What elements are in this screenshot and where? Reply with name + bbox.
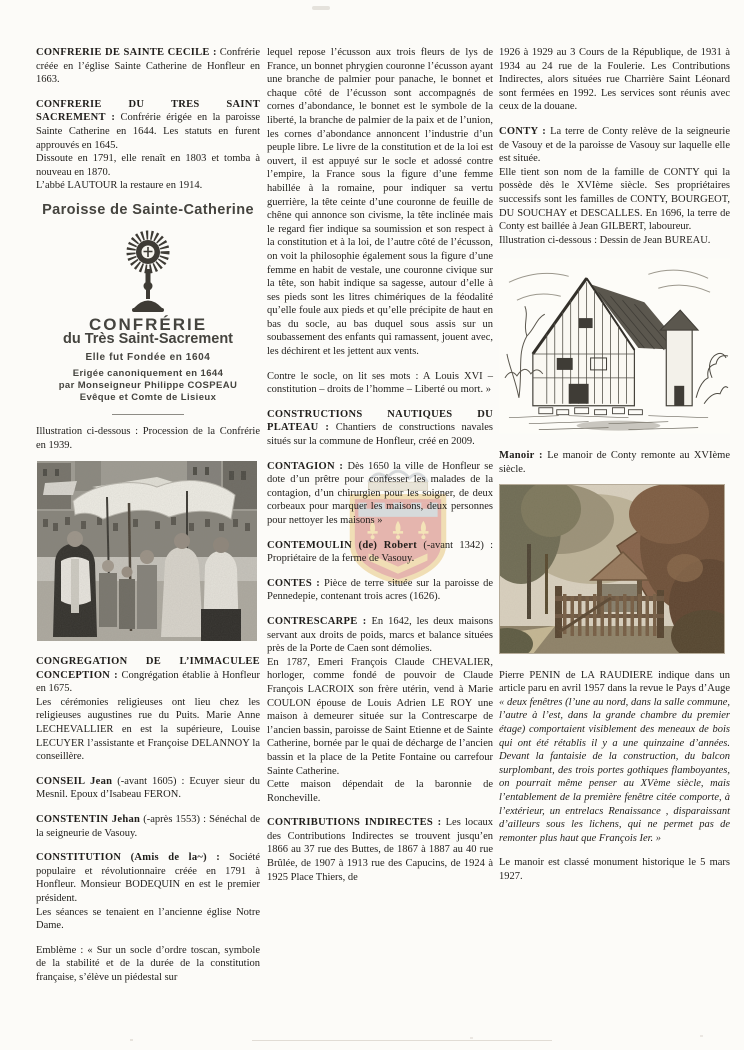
entry xyxy=(267,46,493,359)
quoted-text: « deux fenêtres (l’une au nord, dans la salle commune, l’autre à l’est, dans la grande chambre du premier étage) comportaient visiblement des meneaux de bois qui ont été rétablis il y a une quinzaine d’années. Devant la fantaisie de la construction, du balcon surplombant, des trois portes gothiques flamboyantes, on pourrait même penser au XVème siècle, mais l’entablement de la première fenêtre citée comporte, à l’extérieur, un entrelacs Renaissance , disparaissant d’ailleurs sous les lichens, qui ne permet pas de remonter plus haut que François Ier. » xyxy=(499,696,730,844)
entry-text: (-avant 1342) : Propriétaire de la ferme de Vasouy. xyxy=(267,539,494,565)
parish-leaflet-clipping xyxy=(36,201,260,415)
paragraph: 1926 à 1929 au 3 Cours de la République, de 1931 à 1934 au 24 rue de la Foulerie. Les Contributions Indirectes, alors situées rue Charrière Saint Léonard sont fermées en 1992. Les services sont réunis avec ceux de la douane. xyxy=(499,47,730,113)
entry-term: CONFRERIE DE SAINTE CECILE : xyxy=(36,47,217,58)
entry-text: (-après 1553) : Sénéchal de la seigneurie de Vasouy. xyxy=(36,814,260,839)
paragraph xyxy=(36,775,260,802)
paragraph: Illustration ci-dessous : Dessin de Jean BUREAU. xyxy=(499,234,711,246)
entry xyxy=(267,577,493,604)
paragraph: L’abbé LAUTOUR la restaure en 1914. xyxy=(36,180,203,192)
entry-text: Congrégation établie à Honfleur en 1675. xyxy=(36,669,260,695)
manor-drawing xyxy=(499,258,730,439)
entry-term: CONTAGION : xyxy=(267,460,344,472)
paragraph: Cette maison dépendait de la baronnie de Roncheville. xyxy=(267,779,493,804)
entry-term: CONGREGATION DE L’IMMACULEE CONCEPTION : xyxy=(36,656,260,681)
entry-term: CONTES : xyxy=(267,577,321,589)
entry-term: CONSTITUTION (Amis de la~) : xyxy=(36,852,221,864)
paragraph xyxy=(36,813,260,840)
paragraph xyxy=(499,125,730,166)
paragraph: Elle tient son nom de la famille de CONTY qui la possède dès le XVIème siècle. Ses propriétaires successifs sont les familles de CONTY, BOURGEOT, DU SOUCHAY et DESCALLES. En 1696, la terre de Conty est baillée à Jean GILBERT, laboureur. xyxy=(499,166,730,233)
paragraph xyxy=(267,577,493,604)
monstrance-icon xyxy=(116,224,180,316)
entry-text: Société populaire et révolutionnaire créée en 1791 à Honfleur. Monsieur BODEQUIN en est le premier président. xyxy=(36,852,260,904)
scan-smudge xyxy=(312,6,330,10)
entry-term: CONFRERIE DU TRES SAINT SACREMENT : xyxy=(36,98,260,124)
paragraph: Dissoute en 1791, elle renaît en 1803 et tomba à nouveau en 1870. xyxy=(36,153,260,178)
scan-speck xyxy=(470,1037,473,1039)
entry xyxy=(267,460,493,528)
entry xyxy=(267,539,493,566)
illustration-caption: Illustration ci-dessous : Procession de la Confrérie en 1939. xyxy=(36,426,260,451)
entry-text: La terre de Conty relève de la seigneurie de Vasouy et de la paroisse de Vasouy sur laquelle elle est située. xyxy=(499,125,730,165)
paragraph: Le manoir est classé monument historique le 5 mars 1927. xyxy=(499,857,730,882)
procession-photo xyxy=(36,461,260,646)
paragraph xyxy=(267,816,493,884)
paragraph xyxy=(36,851,260,905)
paragraph xyxy=(36,655,260,696)
paragraph xyxy=(36,46,260,87)
entry xyxy=(36,851,260,933)
entry-text: En 1642, les deux maisons servant aux droits de poids, marcs et balance situées près de la Porte de Caen sont démolies. xyxy=(267,615,494,655)
entry-text: (-avant 1605) : Ecuyer sieur du Mesnil. Epoux d’Isabeau FERON. xyxy=(36,775,261,801)
manor-caption xyxy=(499,449,730,476)
entry-term: CONTEMOULIN (de) Robert xyxy=(267,539,418,551)
entry-term: CONSTRUCTIONS NAUTIQUES DU PLATEAU : xyxy=(267,408,493,434)
entry xyxy=(36,655,260,764)
entry-term: CONSTENTIN Jehan xyxy=(36,814,141,826)
paragraph xyxy=(267,539,493,566)
left-column xyxy=(36,46,260,996)
scan-edge-line xyxy=(252,1040,552,1041)
paragraph: Les cérémonies religieuses ont lieu chez les religieuses augustines rue du Puits. Marie Anne LECHEVALLIER en est la supérieure, Louise LECUYER l’assistante et Françoise DELANNOY la conseillère. xyxy=(36,696,260,763)
leaflet-heading: CONFRÉRIE xyxy=(88,314,208,334)
entry-term: CONSEIL Jean xyxy=(36,775,113,787)
entry xyxy=(267,370,493,397)
leaflet-bishop-title-line: Evêque et Comte de Lisieux xyxy=(79,392,217,404)
entry-text: Dès 1650 la ville de Honfleur se dote d’un prêtre pour confesser les malades de la contagion, d’un chirurgien pour les soigner, de deux corbeaux pour marquer les maisons, deux personnes pour nettoyer les maisons » xyxy=(267,460,493,526)
entry-text: Confrérie érigée en la paroisse Sainte Catherine en 1644. Les statuts en furent approuvés en 1645. xyxy=(36,112,260,151)
entry xyxy=(36,98,260,193)
entry xyxy=(36,813,260,840)
paragraph xyxy=(267,460,493,528)
entry xyxy=(36,775,260,802)
entry-term: CONTRESCARPE : xyxy=(267,615,367,627)
entry xyxy=(267,816,493,884)
entry xyxy=(36,944,260,985)
scan-speck xyxy=(130,1039,133,1041)
entry-term: CONTRIBUTIONS INDIRECTES : xyxy=(267,817,442,829)
leaflet-title: Paroisse de Sainte-Catherine xyxy=(42,201,254,218)
entry xyxy=(36,46,260,87)
paragraph: Emblème : « Sur un socle d’ordre toscan, symbole de la stabilité et de la durée de la constitution française, s’élève un piédestal sur xyxy=(36,944,260,983)
leaflet-erected-line: Erigée canoniquement en 1644 xyxy=(72,368,224,380)
paragraph xyxy=(267,408,493,449)
paragraph: Les séances se tenaient en l’ancienne église Notre Dame. xyxy=(36,906,260,932)
paragraph: lequel repose l’écusson aux trois fleurs de lys de France, un bonnet phrygien couronne l’écusson ayant une branche de palmier pour panache, le bonnet et chaque côté de l’écusson sont accompagnés de cornes d’abondance, le bonnet est le symbole de la liberté, la branche de palmier de la paix et de l’union, les cornes d’abondance annoncent l’industrie d’un peuple libre. Le livre de la constitution et de la loi est ouvert, il est appuyé sur le socle et adossé contre l’empire, la France sous la figure d’une femme habillée à la romaine, pour indiquer sa vertu guerrière, la tête ceinte d’une couronne de feuille de chêne qui annonce son civisme, la tête inclinée mais le regard fier indique sa soumission et son respect à la constitution et à la loi, de l’autre côté de l’écusson, on voit la philosophie également sous la figure d’une femme en habit de vestale, une couronne civique sur la tête, son habit indique sa sagesse, autour d’elle à ses pieds sont les litres chimériques de la féodalité qu’elle foule aux pieds et qu’elle précipite de haut en bas du socle, au bas duquel sous assis sur un soubassement des enfants qui ramassent, jouent avec, les déchirent et les jettent aux vents. xyxy=(267,47,493,358)
leaflet-bishop-line: par Monseigneur Philippe COSPEAU xyxy=(58,380,238,392)
paragraph xyxy=(36,98,260,152)
entry-text: Pierre PENIN de LA RAUDIERE indique dans un article paru en avril 1957 dans la revue le Pays d’Auge xyxy=(499,669,730,695)
entry-text: Confrérie créée en l’église Sainte Catherine de Honfleur en 1663. xyxy=(36,47,260,86)
entry-text: Les locaux des Contributions Indirectes se trouvent jusqu’en 1866 au 37 rue des Buttes, de 1867 à 1887 au 40 rue Brûlée, de 1907 à 1913 rue des Capucins, de 1924 à 1925 Place Thiers, de xyxy=(267,817,494,883)
caption-term: Manoir : xyxy=(499,449,543,461)
entry xyxy=(499,856,730,883)
entry-text: Chantiers de constructions navales situés sur la commune de Honfleur, créé en 2009. xyxy=(267,422,494,448)
paragraph xyxy=(499,669,730,846)
entry xyxy=(499,125,730,247)
caption-text: Le manoir de Conty remonte au XVIème siècle. xyxy=(499,449,730,475)
leaflet-divider xyxy=(112,414,184,415)
scan-speck xyxy=(700,1035,703,1037)
leaflet-subheading: du Très Saint-Sacrement xyxy=(62,331,234,348)
paragraph: En 1787, Emeri François Claude CHEVALIER, horloger, comme fondé de pouvoir de Claude François LACROIX son frère utérin, vend à Marie COULON épouse de Louis Adrien LE ROY une maison à demeurer située sur la Contrescarpe de l’ancien bassin, paroisse de Saint Etienne et de Sainte Catherine, bornée par le quai de décharge de l’ancien bassin et la place de la Petite Fontaine ou carrefour Sainte Catherine. xyxy=(267,656,493,777)
leaflet-founded-line: Elle fut Fondée en 1604 xyxy=(85,351,211,363)
entry-term: CONTY : xyxy=(499,125,547,137)
center-column xyxy=(267,46,493,895)
entry xyxy=(267,615,493,805)
manor-photo xyxy=(499,484,730,659)
paragraph: Contre le socle, on lit ses mots : A Louis XVI – constitution – droits de l’homme – Liberté ou mort. » xyxy=(267,370,493,396)
right-column xyxy=(499,46,730,895)
entry xyxy=(499,669,730,846)
entry-text: Pièce de terre située sur la paroisse de Pennedepie, contenant trois acres (1626). xyxy=(267,577,493,603)
entry xyxy=(267,408,493,449)
paragraph xyxy=(267,615,493,656)
entry xyxy=(499,46,730,114)
